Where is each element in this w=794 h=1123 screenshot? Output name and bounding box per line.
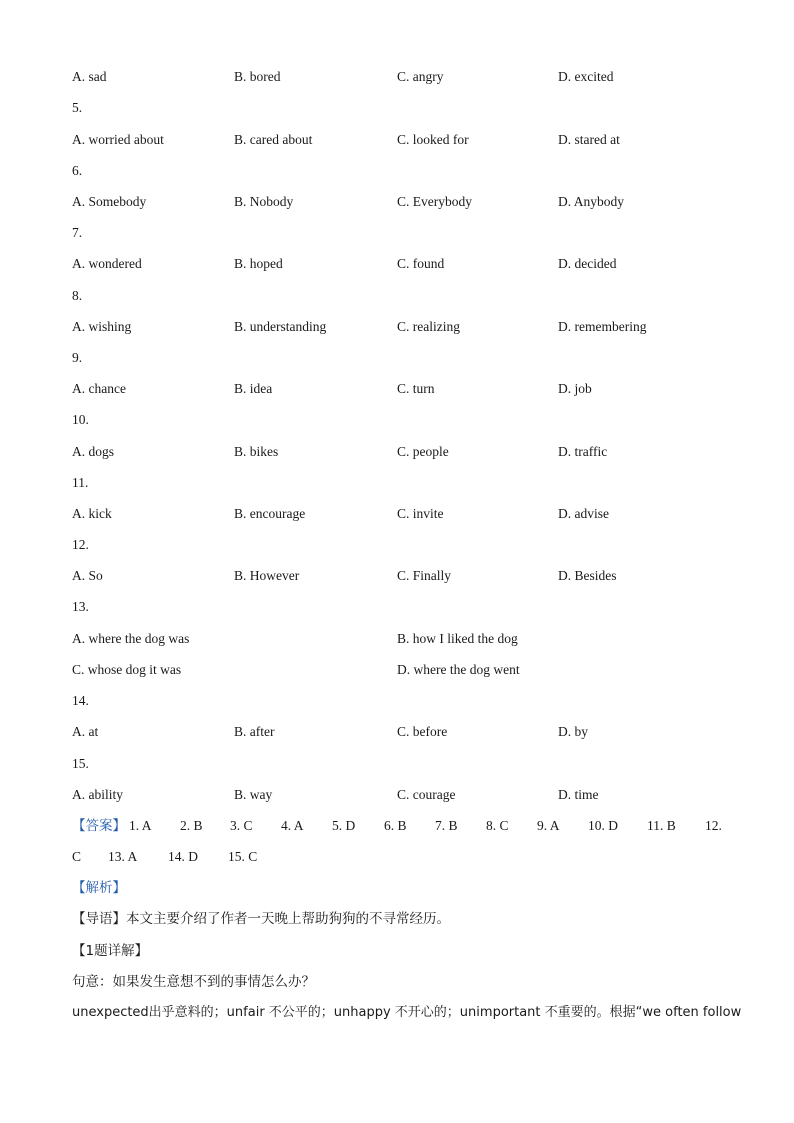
option-c: C. Finally — [397, 568, 452, 583]
question-number: 14. — [72, 693, 89, 708]
question-number: 6. — [72, 163, 83, 178]
answer-item: C — [72, 849, 82, 864]
option-d: D. where the dog went — [397, 662, 520, 677]
answer-item: 3. C — [230, 818, 253, 833]
sentence-meaning: 句意：如果发生意想不到的事情怎么办？ — [72, 974, 315, 990]
option-d: D. Besides — [558, 568, 617, 583]
option-a: A. sad — [72, 69, 107, 84]
option-b: B. bored — [234, 69, 281, 84]
option-a: A. ability — [72, 787, 123, 802]
question-number: 11. — [72, 475, 89, 490]
option-a: A. dogs — [72, 444, 115, 459]
option-b: B. cared about — [234, 132, 313, 147]
answer-item: 4. A — [281, 818, 304, 833]
option-d: D. stared at — [558, 132, 620, 147]
answer-item: 12. — [705, 818, 722, 833]
option-d: D. excited — [558, 69, 614, 84]
question-number: 10. — [72, 412, 89, 427]
answer-item: 5. D — [332, 818, 356, 833]
option-d: D. Anybody — [558, 194, 625, 209]
option-c: C. turn — [397, 381, 435, 396]
option-b: B. idea — [234, 381, 273, 396]
option-d: D. traffic — [558, 444, 608, 459]
answer-item: 11. B — [647, 818, 676, 833]
question-number: 9. — [72, 350, 83, 365]
answer-item: 15. C — [228, 849, 258, 864]
explanation-text: unexpected出乎意料的；unfair 不公平的；unhappy 不开心的；unimportant 不重要的。根据“we often follow — [72, 1005, 742, 1020]
option-c: C. angry — [397, 69, 444, 84]
question-number: 12. — [72, 537, 89, 552]
answer-item: 6. B — [384, 818, 407, 833]
option-a: A. wishing — [72, 319, 132, 334]
option-b: B. bikes — [234, 444, 279, 459]
question-number: 13. — [72, 599, 89, 614]
option-d: D. remembering — [558, 319, 647, 334]
analysis-label: 【解析】 — [72, 880, 126, 896]
option-b: B. hoped — [234, 256, 283, 271]
question-number: 5. — [72, 100, 83, 115]
option-c: C. people — [397, 444, 449, 459]
option-c: C. whose dog it was — [72, 662, 182, 677]
option-c: C. before — [397, 724, 448, 739]
answer-item: 7. B — [435, 818, 458, 833]
option-a: A. where the dog was — [72, 631, 190, 646]
answer-item: 2. B — [180, 818, 203, 833]
answer-item: 9. A — [537, 818, 560, 833]
option-c: C. found — [397, 256, 445, 271]
option-b: B. However — [234, 568, 300, 583]
option-b: B. Nobody — [234, 194, 294, 209]
option-b: B. understanding — [234, 319, 327, 334]
option-a: A. chance — [72, 381, 126, 396]
intro-text: 【导语】本文主要介绍了作者一天晚上帮助狗狗的不寻常经历。 — [72, 911, 450, 927]
option-d: D. advise — [558, 506, 609, 521]
option-c: C. invite — [397, 506, 444, 521]
detail-label: 【1题详解】 — [72, 943, 149, 959]
option-a: A. kick — [72, 506, 112, 521]
question-number: 8. — [72, 288, 83, 303]
option-b: B. after — [234, 724, 275, 739]
option-a: A. Somebody — [72, 194, 147, 209]
option-c: C. realizing — [397, 319, 460, 334]
answer-item: 10. D — [588, 818, 618, 833]
answer-item: 8. C — [486, 818, 509, 833]
answer-label: 【答案】 — [72, 818, 126, 834]
option-d: D. time — [558, 787, 599, 802]
option-c: C. courage — [397, 787, 456, 802]
option-a: A. wondered — [72, 256, 142, 271]
option-d: D. job — [558, 381, 592, 396]
option-b: B. encourage — [234, 506, 306, 521]
question-number: 15. — [72, 756, 89, 771]
option-a: A. worried about — [72, 132, 164, 147]
answer-item: 14. D — [168, 849, 198, 864]
option-a: A. at — [72, 724, 99, 739]
question-number: 7. — [72, 225, 83, 240]
option-c: C. looked for — [397, 132, 469, 147]
option-b: B. how I liked the dog — [397, 631, 518, 646]
answer-item: 13. A — [108, 849, 138, 864]
option-b: B. way — [234, 787, 273, 802]
option-a: A. So — [72, 568, 103, 583]
option-d: D. decided — [558, 256, 617, 271]
option-c: C. Everybody — [397, 194, 472, 209]
answer-item: 1. A — [129, 818, 152, 833]
option-d: D. by — [558, 724, 588, 739]
